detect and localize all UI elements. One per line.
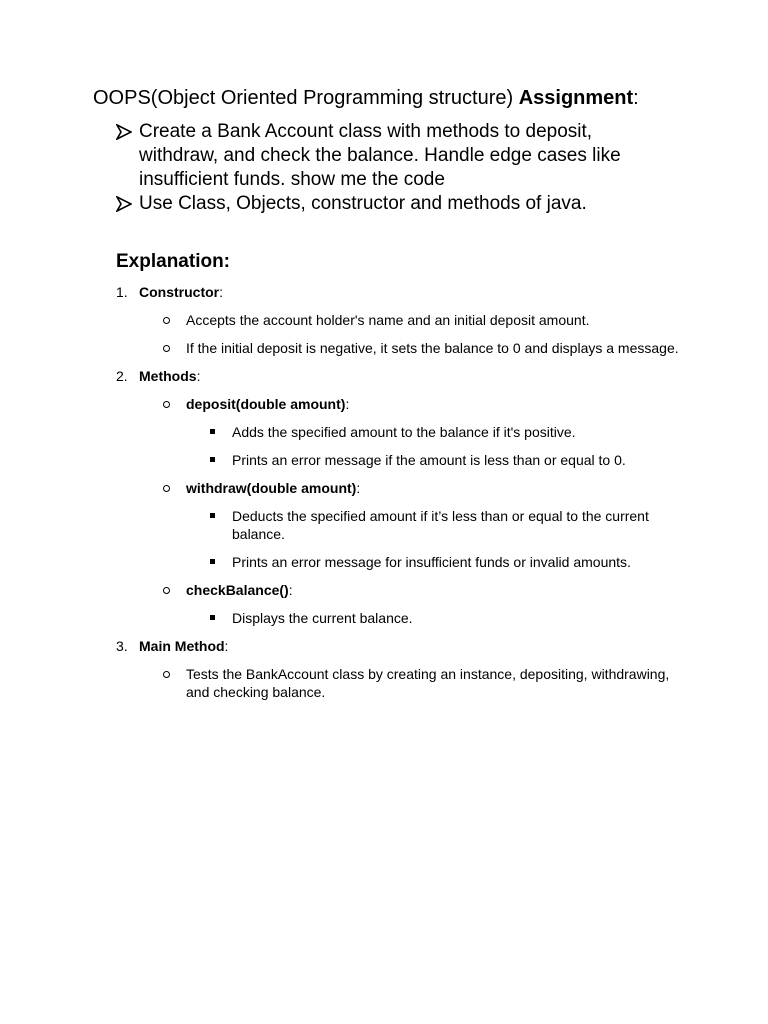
square-bullet-icon xyxy=(210,429,215,434)
method-name-suffix: : xyxy=(345,396,350,412)
item-label-suffix: : xyxy=(219,284,224,300)
item-label-suffix: : xyxy=(224,638,229,654)
bullet-text: Use Class, Objects, constructor and methods of java. xyxy=(139,193,587,214)
method-point-list xyxy=(186,423,696,469)
item-heading xyxy=(139,637,696,655)
item-heading xyxy=(139,283,696,301)
sub-item-text: If the initial deposit is negative, it sets the balance to 0 and displays a message. xyxy=(186,340,679,356)
method-name-suffix: : xyxy=(288,582,293,598)
method-point-text: Deducts the specified amount if it’s less than or equal to the current balance. xyxy=(232,508,649,542)
method-name: checkBalance() xyxy=(186,582,289,598)
method-item xyxy=(139,479,696,571)
method-name-suffix: : xyxy=(356,480,361,496)
method-point-text: Prints an error message if the amount is less than or equal to 0. xyxy=(232,452,626,468)
method-heading xyxy=(186,480,360,496)
method-point xyxy=(186,553,696,571)
method-heading xyxy=(186,582,293,598)
item-heading xyxy=(139,367,696,385)
arrowhead-bullet-icon xyxy=(116,124,132,140)
item-label: Constructor xyxy=(139,284,220,300)
sub-list xyxy=(139,311,696,357)
sub-item-text: Tests the BankAccount class by creating an instance, depositing, withdrawing, and checking balance. xyxy=(186,666,670,700)
item-label: Methods xyxy=(139,368,197,384)
circle-bullet-icon xyxy=(163,485,170,492)
method-name: deposit(double amount) xyxy=(186,396,346,412)
item-number: 3. xyxy=(116,638,128,654)
method-point-text: Displays the current balance. xyxy=(232,610,413,626)
sub-item-text: Accepts the account holder's name and an initial deposit amount. xyxy=(186,312,590,328)
square-bullet-icon xyxy=(210,615,215,620)
method-point xyxy=(186,609,696,627)
method-point xyxy=(186,507,696,543)
title-bold: Assignment xyxy=(518,87,634,109)
assignment-bullet xyxy=(116,192,676,216)
numbered-item xyxy=(116,637,696,701)
square-bullet-icon xyxy=(210,559,215,564)
circle-bullet-icon xyxy=(163,587,170,594)
sub-item xyxy=(139,311,696,329)
circle-bullet-icon xyxy=(163,345,170,352)
method-name: withdraw(double amount) xyxy=(186,480,357,496)
sub-item xyxy=(139,665,696,701)
assignment-title xyxy=(93,86,639,110)
circle-bullet-icon xyxy=(163,671,170,678)
method-point-list xyxy=(186,609,696,627)
title-suffix: : xyxy=(633,87,639,109)
method-point-text: Prints an error message for insufficient funds or invalid amounts. xyxy=(232,554,631,570)
title-prefix: OOPS(Object Oriented Programming structure) xyxy=(93,87,519,109)
item-number: 2. xyxy=(116,368,128,384)
numbered-item xyxy=(116,283,696,357)
method-list xyxy=(139,395,696,627)
arrowhead-bullet-icon xyxy=(116,196,132,212)
method-heading xyxy=(186,396,349,412)
bullet-text: Create a Bank Account class with methods to deposit, withdraw, and check the balance. Handle edge cases like insufficient funds. show me the code xyxy=(139,121,621,190)
circle-bullet-icon xyxy=(163,317,170,324)
square-bullet-icon xyxy=(210,457,215,462)
method-item xyxy=(139,395,696,469)
method-point xyxy=(186,423,696,441)
method-item xyxy=(139,581,696,627)
item-label: Main Method xyxy=(139,638,225,654)
assignment-bullet-list xyxy=(116,120,676,216)
method-point xyxy=(186,451,696,469)
explanation-heading: Explanation: xyxy=(116,251,231,272)
sub-list xyxy=(139,665,696,701)
item-label-suffix: : xyxy=(196,368,201,384)
item-number: 1. xyxy=(116,284,128,300)
method-point-text: Adds the specified amount to the balance if it's positive. xyxy=(232,424,576,440)
numbered-item xyxy=(116,367,696,627)
square-bullet-icon xyxy=(210,513,215,518)
method-point-list xyxy=(186,507,696,571)
circle-bullet-icon xyxy=(163,401,170,408)
assignment-bullet xyxy=(116,120,676,192)
sub-item xyxy=(139,339,696,357)
explanation-list xyxy=(116,283,696,711)
